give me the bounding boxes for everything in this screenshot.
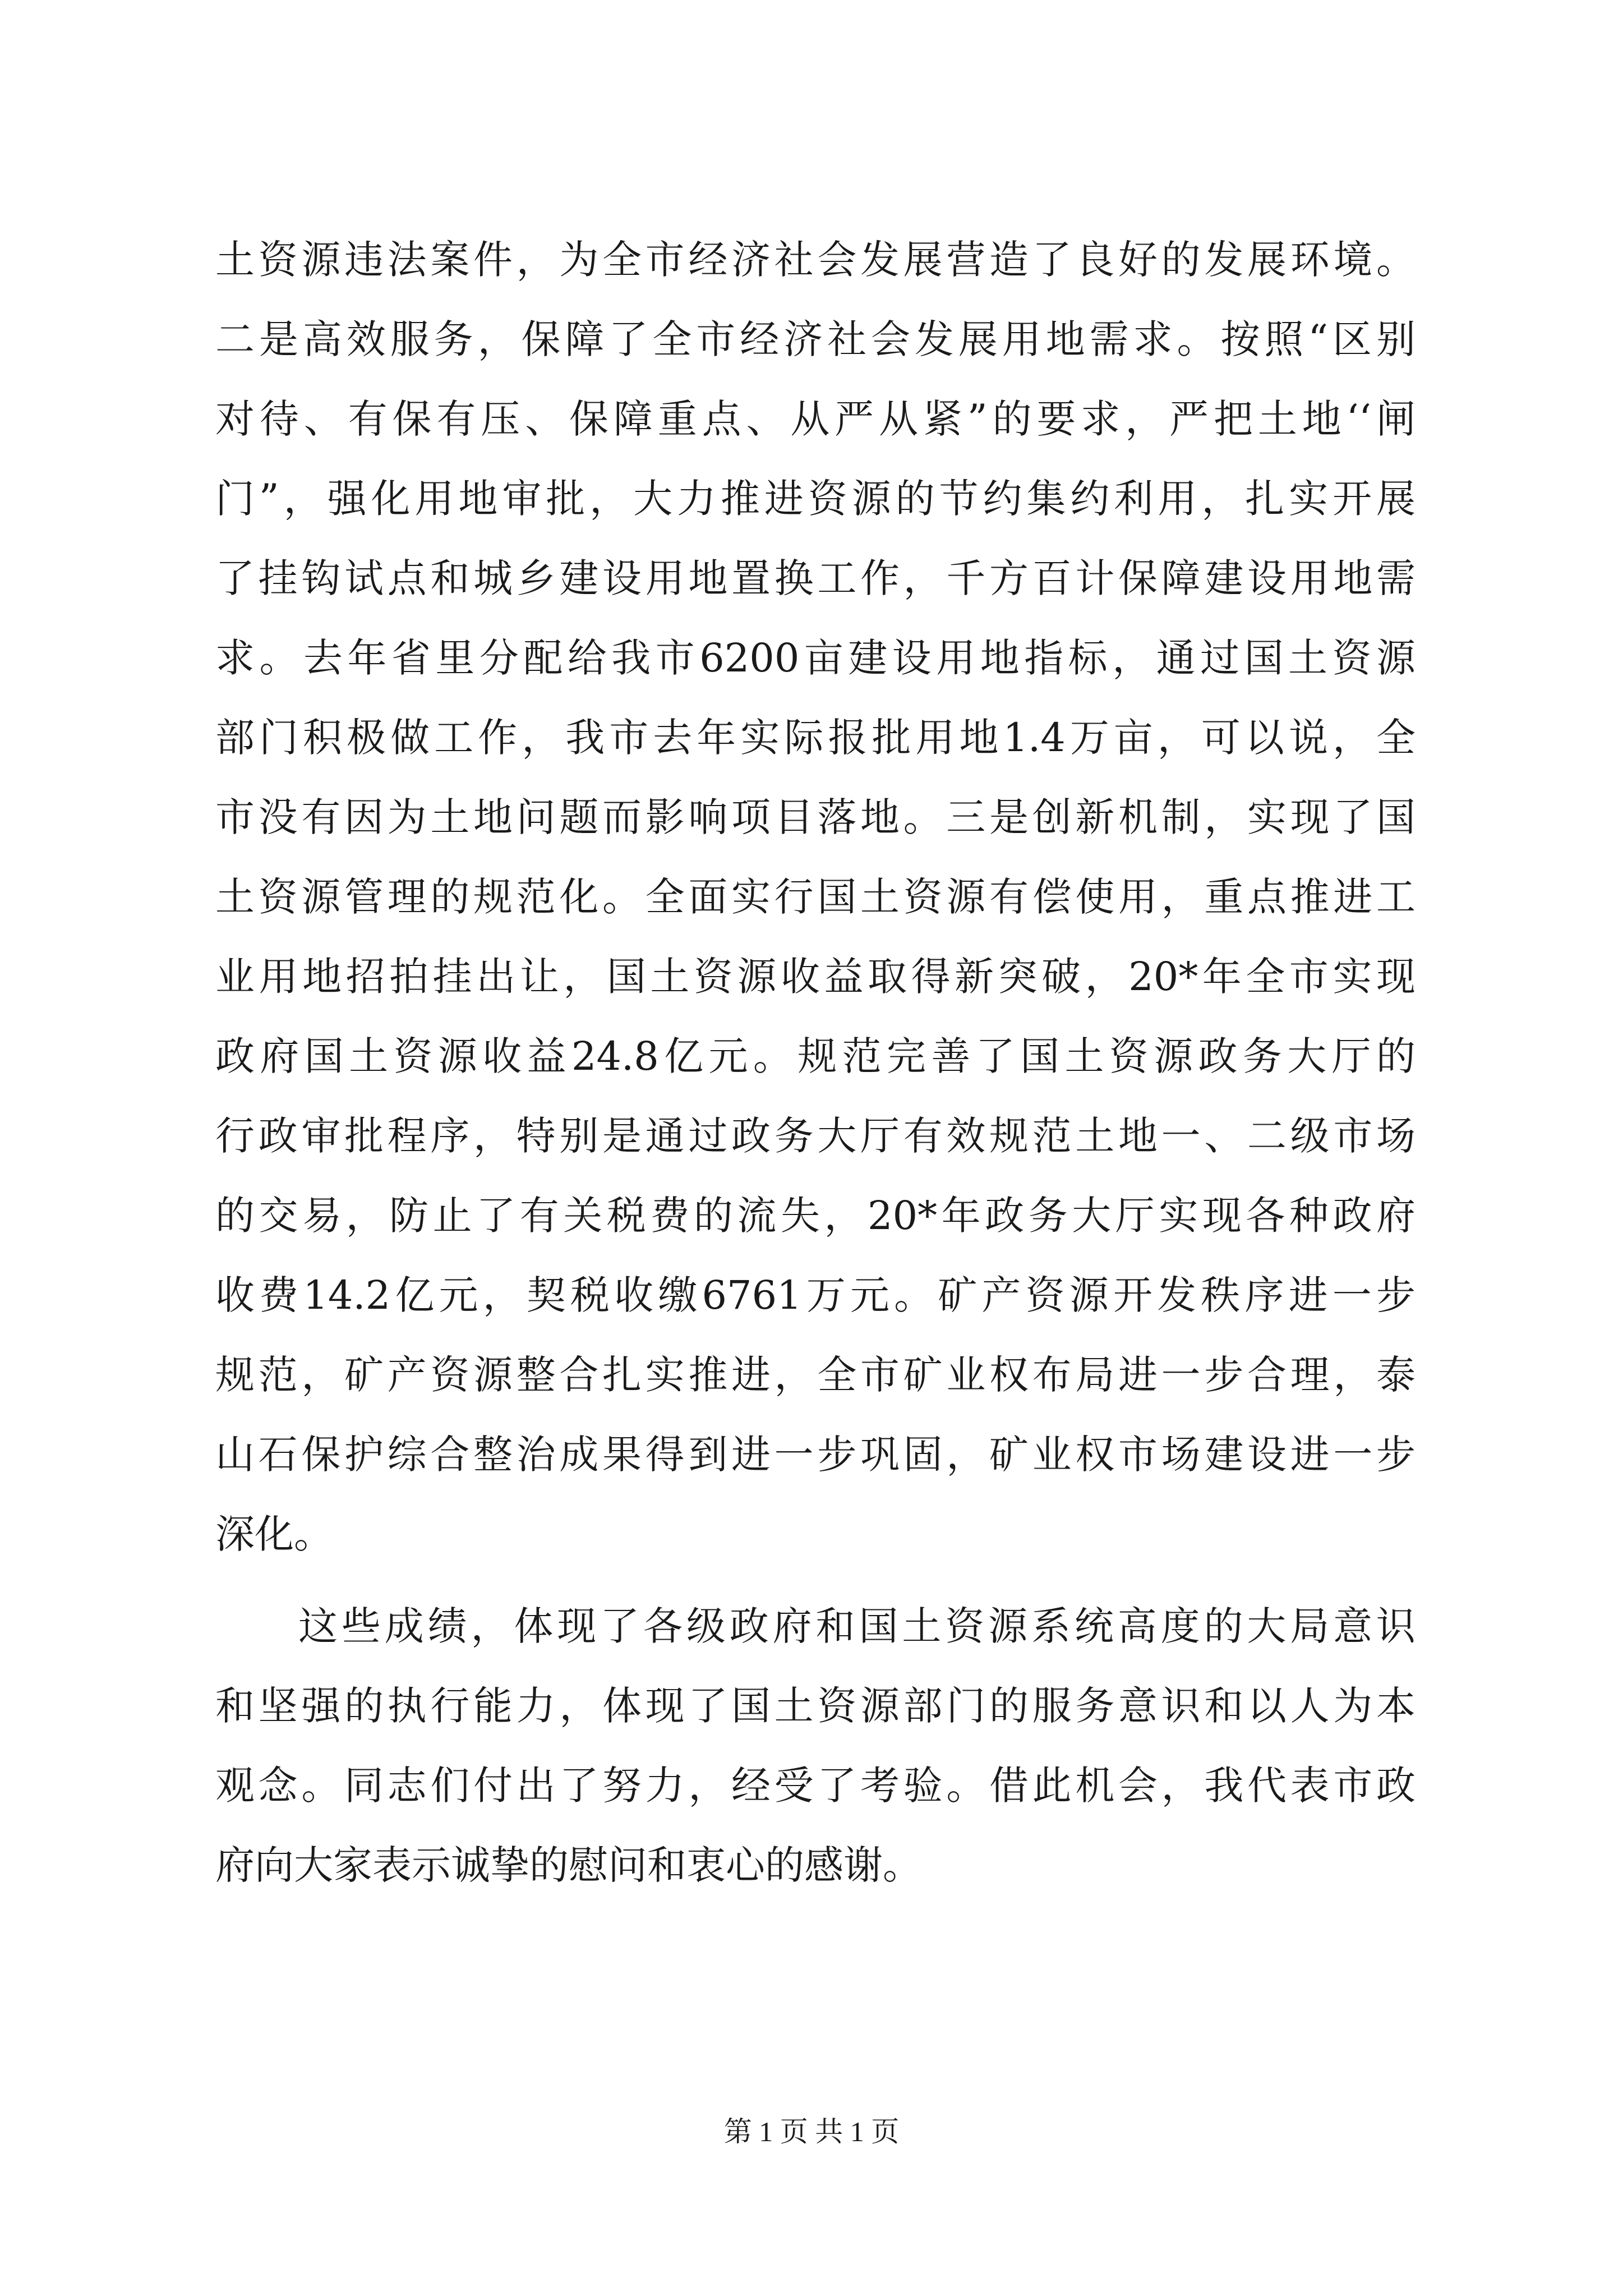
text-line: 政府国土资源收益24.8亿元。规范完善了国土资源政务大厅的	[215, 1033, 1415, 1079]
text-line: 行政审批程序，特别是通过政务大厅有效规范土地一、二级市场	[215, 1113, 1415, 1159]
text-line: 深化。	[215, 1511, 333, 1557]
text-line: 门”，强化用地审批，大力推进资源的节约集约利用，扎实开展	[215, 476, 1415, 522]
text-line: 规范，矿产资源整合扎实推进，全市矿业权布局进一步合理，泰	[215, 1352, 1415, 1398]
text-line: 的交易，防止了有关税费的流失，20*年政务大厅实现各种政府	[215, 1193, 1415, 1239]
text-line: 求。去年省里分配给我市6200亩建设用地指标，通过国土资源	[215, 635, 1415, 681]
text-line: 府向大家表示诚挚的慰问和衷心的感谢。	[215, 1842, 922, 1888]
text-line: 部门积极做工作，我市去年实际报批用地1.4万亩，可以说，全	[215, 715, 1415, 761]
text-line: 业用地招拍挂出让，国土资源收益取得新突破，20*年全市实现	[215, 954, 1415, 1000]
text-line: 土资源管理的规范化。全面实行国土资源有偿使用，重点推进工	[215, 874, 1415, 920]
document-body	[215, 220, 1415, 1905]
text-line: 观念。同志们付出了努力，经受了考验。借此机会，我代表市政	[215, 1763, 1415, 1809]
text-line: 这些成绩，体现了各级政府和国土资源系统高度的大局意识	[298, 1603, 1415, 1649]
text-line: 对待、有保有压、保障重点、从严从紧”的要求，严把土地‘‘闸	[215, 396, 1415, 442]
text-line: 土资源违法案件，为全市经济社会发展营造了良好的发展环境。	[215, 237, 1415, 283]
paragraph-spacer	[215, 1574, 1415, 1586]
text-line: 了挂钩试点和城乡建设用地置换工作，千方百计保障建设用地需	[215, 555, 1415, 601]
page-number-footer: 第 1 页 共 1 页	[723, 2116, 900, 2147]
text-line: 收费14.2亿元，契税收缴6761万元。矿产资源开发秩序进一步	[215, 1272, 1415, 1318]
text-line: 二是高效服务，保障了全市经济社会发展用地需求。按照“区别	[215, 316, 1415, 362]
text-line: 山石保护综合整治成果得到进一步巩固，矿业权市场建设进一步	[215, 1432, 1415, 1478]
paragraph-1	[215, 220, 1415, 1574]
text-line: 市没有因为土地问题而影响项目落地。三是创新机制，实现了国	[215, 794, 1415, 840]
paragraph-2	[215, 1586, 1415, 1905]
text-line: 和坚强的执行能力，体现了国土资源部门的服务意识和以人为本	[215, 1683, 1415, 1729]
